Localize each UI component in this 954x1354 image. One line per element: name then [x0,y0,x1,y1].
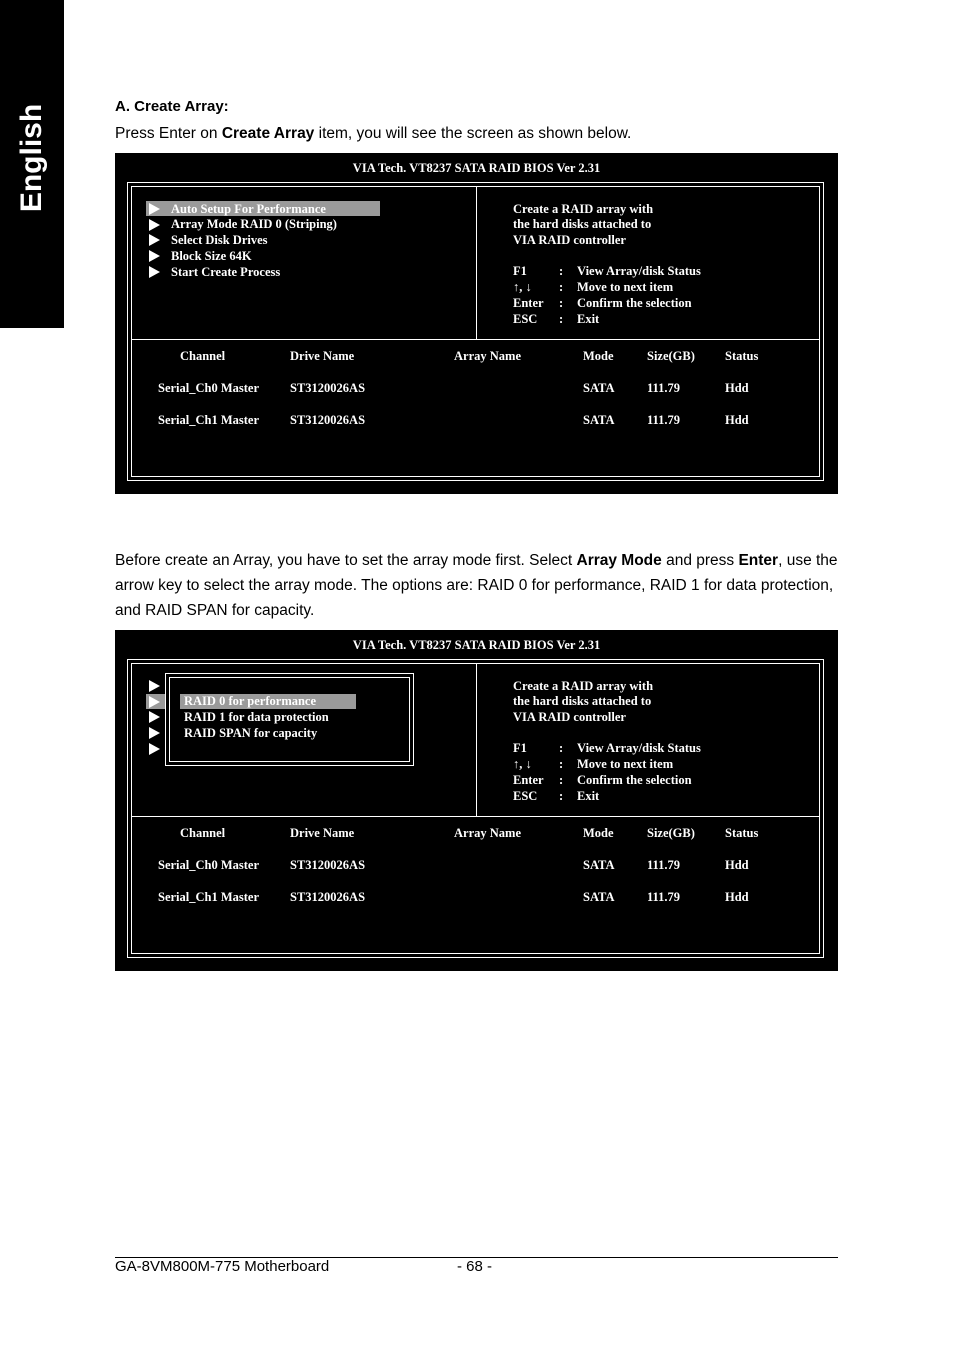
menu-arrow-icon [149,727,160,739]
language-tab-label: English [15,103,48,213]
help-line: Create a RAID array with [513,202,654,216]
key-sep: : [559,264,564,278]
key-name: Enter [513,296,544,310]
option-raid-span[interactable]: RAID SPAN for capacity [184,726,318,740]
key-desc: View Array/disk Status [577,264,701,278]
key-sep: : [559,773,564,787]
enter-term: Enter [738,552,779,569]
menu-item-select-disk[interactable]: Select Disk Drives [171,233,268,247]
key-desc: View Array/disk Status [577,741,701,755]
menu-arrow-icon [149,743,160,755]
array-mode-paragraph: Before create an Array, you have to set the array mode first. Select Array Mode and press Enter, use the arrow key to select the array mode. The options are: RAID 0 for performance, RAID 1 for data protection, and RAID SPAN for capacity. [115,552,838,619]
cell-size: 111.79 [647,381,680,395]
key-sep: : [559,741,564,755]
col-header-mode: Mode [583,349,614,363]
cell-status: Hdd [725,858,749,872]
key-name: ↑, ↓ [513,280,532,294]
intro-paragraph: Press Enter on Create Array item, you will see the screen as shown below. [115,125,632,142]
cell-channel: Serial_Ch0 Master [158,858,260,872]
col-header-size: Size(GB) [647,826,695,840]
cell-channel: Serial_Ch0 Master [158,381,260,395]
col-header-status: Status [725,826,759,840]
cell-mode: SATA [583,858,615,872]
array-mode-term: Array Mode [576,552,662,569]
key-desc: Confirm the selection [577,296,692,310]
menu-item-array-mode[interactable]: Array Mode RAID 0 (Striping) [171,217,337,231]
menu-item-start-create[interactable]: Start Create Process [171,265,281,279]
cell-size: 111.79 [647,890,680,904]
col-header-size: Size(GB) [647,349,695,363]
language-tab [0,0,64,328]
cell-drive: ST3120026AS [290,381,366,395]
cell-drive: ST3120026AS [290,858,366,872]
bios-horizontal-divider [131,816,820,817]
menu-arrow-icon [149,696,160,708]
bios-title: VIA Tech. VT8237 SATA RAID BIOS Ver 2.31 [352,161,601,175]
key-name: F1 [513,741,527,755]
menu-arrow-icon [149,266,160,278]
key-desc: Move to next item [577,280,674,294]
bios-horizontal-divider [131,339,820,340]
menu-item-auto-setup[interactable]: Auto Setup For Performance [171,202,326,216]
help-line: the hard disks attached to [513,217,652,231]
cell-status: Hdd [725,890,749,904]
key-name: ESC [513,789,538,803]
option-raid0[interactable]: RAID 0 for performance [184,694,317,708]
menu-arrow-icon [149,250,160,262]
cell-mode: SATA [583,890,615,904]
key-desc: Exit [577,312,600,326]
cell-drive: ST3120026AS [290,890,366,904]
cell-mode: SATA [583,413,615,427]
key-desc: Move to next item [577,757,674,771]
key-desc: Confirm the selection [577,773,692,787]
option-raid1[interactable]: RAID 1 for data protection [184,710,329,724]
bios-screen-array-mode [115,630,838,971]
menu-arrow-icon [149,711,160,723]
key-name: Enter [513,773,544,787]
col-header-channel: Channel [180,349,226,363]
col-header-mode: Mode [583,826,614,840]
key-name: ESC [513,312,538,326]
cell-status: Hdd [725,381,749,395]
cell-size: 111.79 [647,413,680,427]
key-sep: : [559,789,564,803]
col-header-drive-name: Drive Name [290,349,355,363]
key-desc: Exit [577,789,600,803]
bios-screen-create-array [115,153,838,494]
cell-drive: ST3120026AS [290,413,366,427]
bios-vertical-divider [476,663,477,817]
cell-channel: Serial_Ch1 Master [158,413,260,427]
help-line: the hard disks attached to [513,694,652,708]
key-name: ↑, ↓ [513,757,532,771]
cell-status: Hdd [725,413,749,427]
menu-item-block-size[interactable]: Block Size 64K [171,249,252,263]
menu-arrow-icon [149,234,160,246]
menu-arrow-icon [149,219,160,231]
col-header-array-name: Array Name [454,826,521,840]
col-header-channel: Channel [180,826,226,840]
bios-title: VIA Tech. VT8237 SATA RAID BIOS Ver 2.31 [352,638,601,652]
cell-size: 111.79 [647,858,680,872]
help-line: VIA RAID controller [513,233,626,247]
col-header-drive-name: Drive Name [290,826,355,840]
help-line: Create a RAID array with [513,679,654,693]
col-header-status: Status [725,349,759,363]
menu-arrow-icon [149,680,160,692]
cell-mode: SATA [583,381,615,395]
menu-arrow-icon [149,203,160,215]
key-sep: : [559,296,564,310]
section-heading: A. Create Array: [115,98,229,115]
help-line: VIA RAID controller [513,710,626,724]
bios-vertical-divider [476,186,477,340]
footer-model: GA-8VM800M-775 Motherboard [115,1258,330,1275]
cell-channel: Serial_Ch1 Master [158,890,260,904]
key-sep: : [559,280,564,294]
key-sep: : [559,312,564,326]
page-number: - 68 - [457,1258,493,1275]
col-header-array-name: Array Name [454,349,521,363]
key-sep: : [559,757,564,771]
create-array-term: Create Array [221,125,315,142]
key-name: F1 [513,264,527,278]
